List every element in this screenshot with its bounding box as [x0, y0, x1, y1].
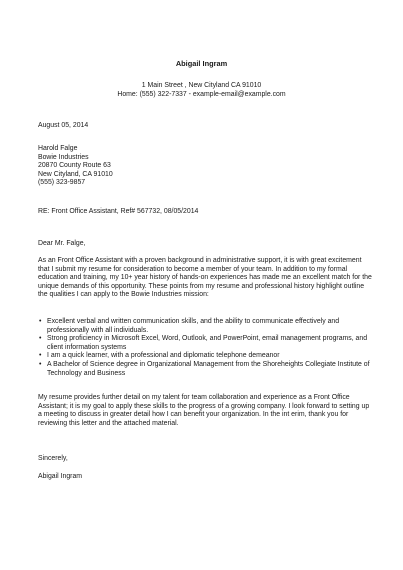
paragraph-line: As an Front Office Assistant with a proven background in administrative support, it is with great excitement [38, 257, 362, 264]
paragraph-line: the qualities I can apply to the Bowie Industries mission: [38, 291, 209, 299]
bullet-icon: • [39, 360, 42, 368]
recipient-line: Harold Falge [38, 145, 78, 152]
signature-name: Abigail Ingram [38, 473, 83, 480]
bullet-icon: • [39, 335, 42, 343]
paragraph-line: Assistant; it is my goal to apply these skills to the progress of a growing company. I look forward to setting up [38, 402, 370, 410]
body-paragraph-1 [38, 257, 372, 300]
paragraph-line: a meeting to discuss in greater detail how I can benefit your organization. In the int erim, thank you for [38, 411, 349, 419]
recipient-block [38, 145, 368, 188]
re-line: RE: Front Office Assistant, Ref# 567732, 08/05/2014 [38, 208, 199, 215]
paragraph-line: My resume provides further detail on my talent for team collaboration and experience as a Front Office [38, 394, 350, 401]
list-item: • I am a quick learner, with a professional and diplomatic telephone demeanor [39, 352, 280, 360]
recipient-line: 20870 County Route 63 [38, 162, 111, 170]
recipient-line: New Cityland, CA 91010 [38, 170, 113, 178]
qualifications-list [38, 318, 368, 378]
recipient-line: (555) 323-9857 [38, 179, 86, 187]
body-paragraph-2 [38, 394, 368, 428]
paragraph-line: education and training, my 10+ year history of hands-on experiences has made me an excellent match for the [38, 274, 372, 282]
list-item: • Strong proficiency in Microsoft Excel, Word, Outlook, and PowerPoint, email management programs, and client information systems [39, 335, 368, 351]
sender-name: Abigail Ingram [175, 59, 228, 68]
paragraph-line: reviewing this letter and the attached material. [38, 419, 179, 427]
salutation: Dear Mr. Falge, [38, 240, 86, 247]
list-item: • A Bachelor of Science degree in Organizational Management from the Shoreheights Collegiate Institute of Technology and Business [39, 360, 370, 377]
recipient-line: Bowie Industries [38, 153, 89, 161]
closing: Sincerely, [38, 455, 68, 462]
sender-address: 1 Main Street , New Cityland CA 91010 [141, 82, 262, 89]
paragraph-line: that I submit my resume for consideration to become a member of your team. In addition to my formal [38, 265, 348, 273]
list-item: • Excellent verbal and written communication skills, and the ability to communicate effectively and professionally with all individuals. [39, 318, 340, 334]
bullet-icon: • [39, 352, 42, 360]
letter-date: August 05, 2014 [38, 122, 89, 129]
sender-contact: Home: (555) 322-7337 - example-email@example.com [117, 91, 286, 98]
paragraph-line: unique demands of this opportunity. These points from my resume and professional history highlight outline [38, 282, 365, 290]
bullet-icon: • [39, 318, 42, 325]
